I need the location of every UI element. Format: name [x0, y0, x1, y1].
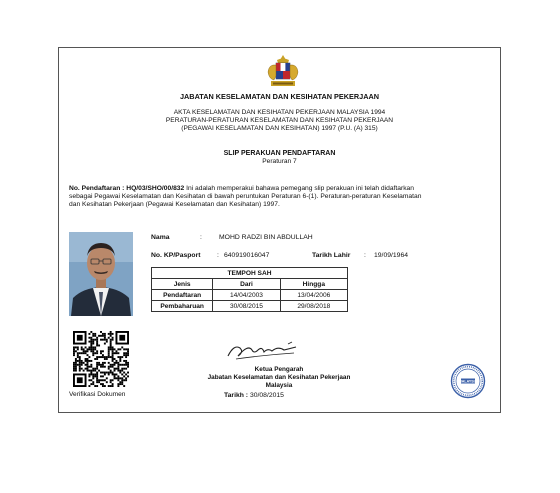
certificate-card	[58, 47, 501, 413]
row-to: 13/04/2006	[280, 290, 347, 301]
signatory-block	[169, 366, 389, 390]
name-separator: :	[200, 234, 202, 241]
id-label: No. KP/Pasport	[151, 252, 201, 259]
official-seal-icon	[450, 363, 486, 399]
statement-paragraph	[69, 185, 494, 210]
id-number: 640919016047	[224, 252, 270, 259]
table-row	[152, 301, 348, 312]
dob-label: Tarikh Lahir	[312, 252, 351, 259]
seal-text: MALAYSIA	[458, 379, 478, 384]
name-label: Nama	[151, 234, 170, 241]
registration-number: HQ/03/SHO/00/832	[126, 185, 185, 192]
holder-photo	[69, 232, 133, 316]
statement-line-3: dan Kesihatan Pekerjaan (Pegawai Keselamatan dan Kesihatan) 1997.	[69, 201, 280, 209]
coat-of-arms-icon	[263, 54, 303, 88]
signer-department: Jabatan Keselamatan dan Kesihatan Pekerjaan	[207, 374, 351, 381]
signer-country: Malaysia	[265, 382, 293, 389]
signer-title: Ketua Pengarah	[254, 366, 304, 373]
issue-date-label: Tarikh :	[224, 392, 249, 399]
issue-date: 30/08/2015	[249, 392, 284, 399]
date-of-birth: 19/09/1964	[374, 252, 409, 259]
row-from: 14/04/2003	[213, 290, 280, 301]
table-row	[152, 290, 348, 301]
statement-line-1: Ini adalah memperakui bahawa pemegang slip perakuan ini telah didaftarkan	[186, 185, 414, 192]
row-to: 29/08/2018	[280, 301, 347, 312]
registration-number-label: No. Pendaftaran :	[69, 185, 125, 192]
row-type: Pendaftaran	[152, 290, 213, 301]
regulation-label: Peraturan 7	[262, 158, 297, 165]
id-separator: :	[217, 252, 219, 259]
verify-document-label: Verifikasi Dokumen	[69, 391, 126, 398]
act-line-1: AKTA KESELAMATAN DAN KESIHATAN PEKERJAAN MALAYSIA 1994	[173, 109, 386, 116]
validity-title: TEMPOH SAH	[152, 268, 348, 279]
signature	[224, 338, 304, 362]
dob-separator: :	[364, 252, 366, 259]
row-from: 30/08/2015	[213, 301, 280, 312]
holder-name: MOHD RADZI BIN ABDULLAH	[219, 234, 313, 241]
qr-code-icon[interactable]	[73, 331, 129, 387]
issue-date-row	[224, 392, 284, 399]
col-header-type: Jenis	[152, 279, 213, 290]
slip-title: SLIP PERAKUAN PENDAFTARAN	[223, 150, 336, 157]
col-header-from: Dari	[213, 279, 280, 290]
row-type: Pembaharuan	[152, 301, 213, 312]
department-title: JABATAN KESELAMATAN DAN KESIHATAN PEKERJAAN	[179, 92, 380, 101]
act-line-2: PERATURAN-PERATURAN KESELAMATAN DAN KESIHATAN PEKERJAAN	[165, 117, 394, 124]
statement-line-2: sebagai Pegawai Keselamatan dan Kesihatan di bawah peruntukan Peraturan 6-(1). Peraturan-peraturan Keselamatan	[69, 193, 422, 201]
col-header-to: Hingga	[280, 279, 347, 290]
validity-table	[151, 267, 348, 312]
act-line-3: (PEGAWAI KESELAMATAN DAN KESIHATAN) 1997 (P.U. (A) 315)	[181, 125, 378, 132]
